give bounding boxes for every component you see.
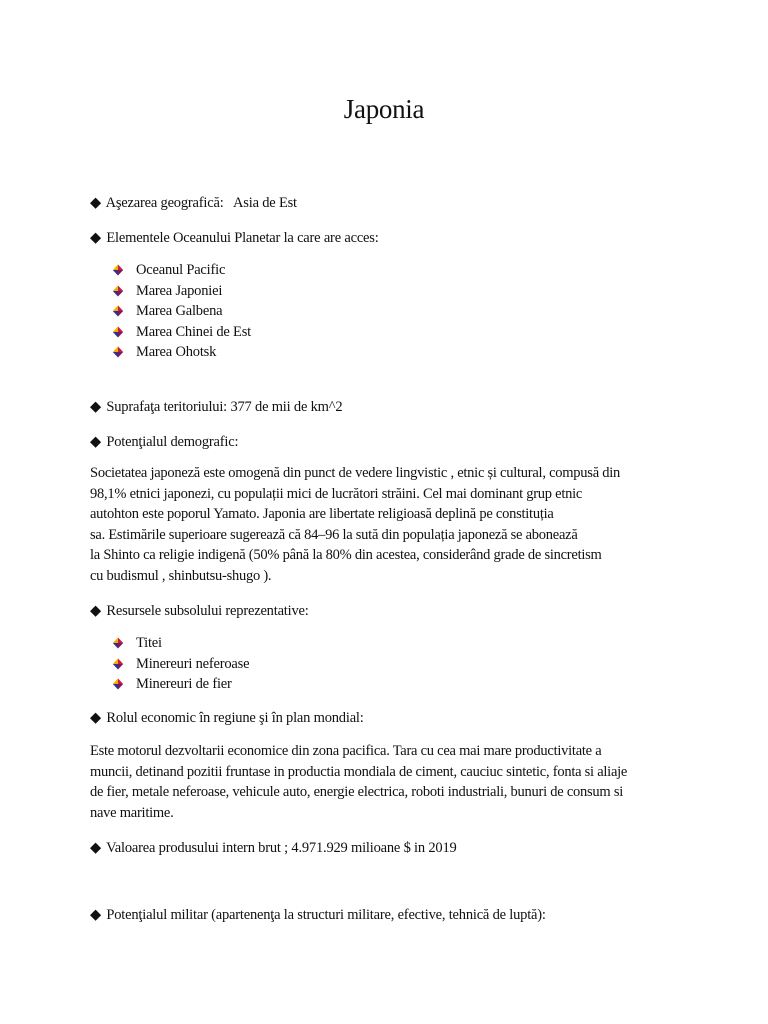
- diamond-bullet-icon: ◆: [90, 907, 101, 923]
- section-economic: [90, 708, 364, 728]
- list-item: Marea Chinei de Est: [112, 322, 251, 343]
- section-resurse: [90, 601, 309, 621]
- demografic-paragraph: Societatea japoneză este omogenă din punct de vedere lingvistic , etnic și cultural, compusă din 98,1% etnici japonezi, cu populații mici de lucrători străini. Cel mai dominant grup etnic autohton este poporul Yamato. Japonia are libertate religioasă deplină pe constituția sa. Estimările superioare sugerează că 84–96 la sută din populația japoneză se abonează la Shinto ca religie indigenă (50% până la 80% din acestea, considerând grade de sincretism cu budismul , shinbutsu-shugo ).: [90, 465, 621, 584]
- diamond-bullet-icon: ◆: [90, 434, 101, 450]
- arrow-bullet-icon: [112, 305, 124, 317]
- section-label: Potenţialul militar (apartenenţa la structuri militare, efective, tehnică de luptă):: [106, 907, 546, 923]
- list-item: Marea Galbena: [112, 301, 251, 322]
- arrow-bullet-icon: [112, 326, 124, 338]
- diamond-bullet-icon: ◆: [90, 603, 101, 619]
- section-label: Rolul economic în regiune şi în plan mondial:: [106, 710, 364, 726]
- list-item: Minereuri neferoase: [112, 654, 249, 675]
- section-value: Asia de Est: [233, 195, 297, 211]
- list-item: Oceanul Pacific: [112, 260, 251, 281]
- section-label: Aşezarea geografică:: [105, 195, 224, 211]
- arrow-bullet-icon: [112, 678, 124, 690]
- list-item: Minereuri de fier: [112, 674, 249, 695]
- diamond-bullet-icon: ◆: [90, 840, 101, 856]
- section-asezare-geografica: [90, 193, 297, 213]
- economic-paragraph: Este motorul dezvoltarii economice din zona pacifica. Tara cu cea mai mare productivitate a muncii, detinand pozitii fruntase in productia mondiala de ciment, cauciuc sintetic, fonta si aliaje de fier, metale neferoase, vehicule auto, energie electrica, roboti industriali, bunuri de consum si nave maritime.: [90, 743, 628, 821]
- document-title: Japonia: [343, 94, 425, 124]
- arrow-bullet-icon: [112, 285, 124, 297]
- section-demografic: [90, 432, 238, 452]
- arrow-bullet-icon: [112, 658, 124, 670]
- diamond-bullet-icon: ◆: [90, 230, 101, 246]
- diamond-bullet-icon: ◆: [90, 195, 101, 211]
- list-item: Marea Ohotsk: [112, 342, 251, 363]
- section-pib: [90, 838, 457, 858]
- diamond-bullet-icon: ◆: [90, 399, 101, 415]
- resurse-list: [112, 633, 249, 695]
- section-label: Resursele subsolului reprezentative:: [106, 603, 309, 619]
- list-item: Marea Japoniei: [112, 281, 251, 302]
- section-suprafata: [90, 397, 342, 417]
- diamond-bullet-icon: ◆: [90, 710, 101, 726]
- list-item: Titei: [112, 633, 249, 654]
- section-label: Suprafaţa teritoriului: 377 de mii de km^2: [106, 399, 343, 415]
- arrow-bullet-icon: [112, 637, 124, 649]
- arrow-bullet-icon: [112, 264, 124, 276]
- section-label: Elementele Oceanului Planetar la care are acces:: [106, 230, 379, 246]
- arrow-bullet-icon: [112, 346, 124, 358]
- section-label: Potenţialul demografic:: [106, 434, 239, 450]
- section-militar: [90, 905, 546, 925]
- section-oceane: [90, 228, 379, 248]
- section-label: Valoarea produsului intern brut ; 4.971.929 milioane $ in 2019: [106, 840, 457, 856]
- ocean-list: [112, 260, 251, 363]
